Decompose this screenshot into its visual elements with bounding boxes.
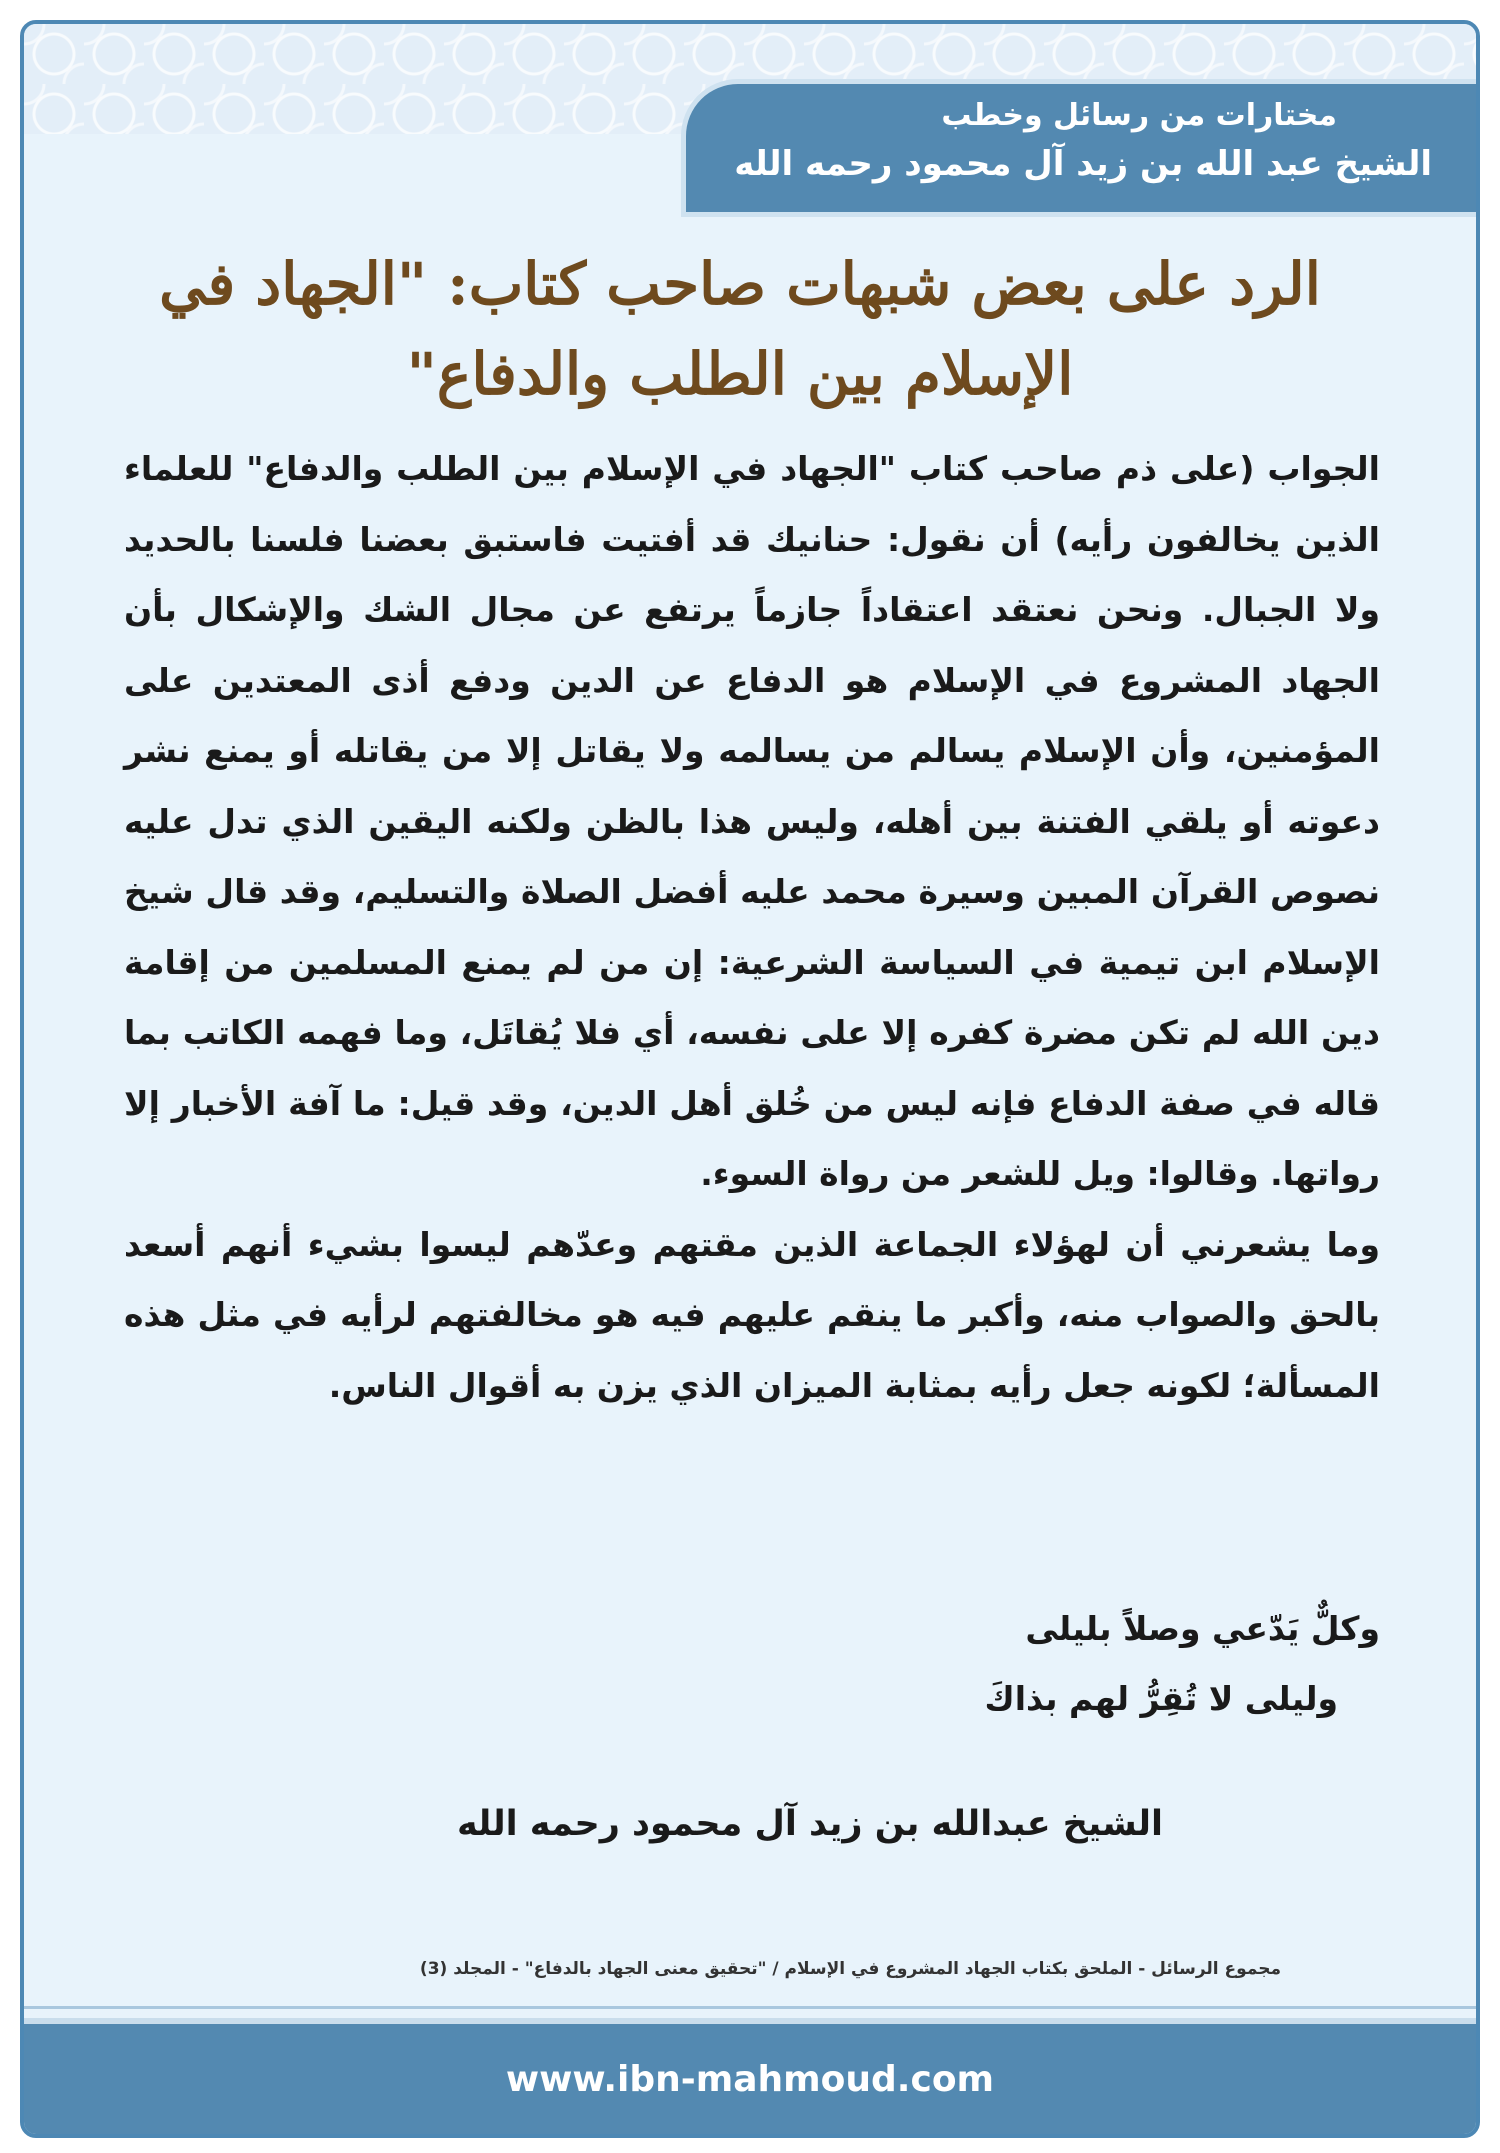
article-paragraph: الجواب (على ذم صاحب كتاب "الجهاد في الإسلام بين الطلب والدفاع" للعلماء الذين يخالفون رأيه) أن نقول: حنانيك قد أفتيت فاستبق بعضنا فلسنا بالحديد ولا الجبال. ونحن نعتقد اعتقاداً جازماً يرتفع عن مجال الشك والإشكال بأن الجهاد المشروع في الإسلام هو الدفاع عن الدين ودفع أذى المعتدين على المؤمنين، وأن الإسلام يسالم من يسالمه ولا يقاتل إلا من يقاتله أو يمنع نشر دعوته أو يلقي الفتنة بين أهله، وليس هذا بالظن ولكنه اليقين الذي تدل عليه نصوص القرآن المبين وسيرة محمد عليه أفضل الصلاة والتسليم، وقد قال شيخ الإسلام ابن تيمية في السياسة الشرعية: إن من لم يمنع المسلمين من إقامة دين الله لم تكن مضرة كفره إلا على نفسه، أي فلا يُقاتَل، وما فهمه الكاتب بما قاله في صفة الدفاع فإنه ليس من خُلق أهل الدين، وقد قيل: ما آفة الأخبار إلا رواتها. وقالوا: ويل للشعر من رواة السوء. [124, 449, 1380, 1193]
header-series-title: مختارات من رسائل وخطب [941, 98, 1337, 133]
poem-line: وكلٌّ يَدّعي وصلاً بليلى [1025, 1609, 1380, 1648]
poem-verse [985, 1594, 1381, 1734]
article-paragraph: وما يشعرني أن لهؤلاء الجماعة الذين مقتهم وعدّهم ليسوا بشيء أنهم أسعد بالحق والصواب منه، وأكبر ما ينقم عليهم فيه هو مخالفتهم لرأيه في مثل هذه المسألة؛ لكونه جعل رأيه بمثابة الميزان الذي يزن به أقوال الناس. [124, 1224, 1380, 1405]
author-signature: الشيخ عبدالله بن زيد آل محمود رحمه الله [456, 1804, 1164, 1844]
footer-divider [24, 2006, 1476, 2009]
article-body [124, 434, 1380, 1421]
source-reference: مجموع الرسائل - الملحق بكتاب الجهاد المشروع في الإسلام / "تحقيق معنى الجهاد بالدفاع" - المجلد (3) [419, 1959, 1281, 1979]
footer-bar [24, 2018, 1476, 2134]
article-title: الرد على بعض شبهات صاحب كتاب: "الجهاد في الإسلام بين الطلب والدفاع" [159, 250, 1321, 408]
website-link[interactable]: www.ibn-mahmoud.com [505, 2058, 995, 2100]
header-author-name: الشيخ عبد الله بن زيد آل محمود رحمه الله [734, 144, 1432, 184]
poem-line: وليلى لا تُقِرُّ لهم بذاكَ [984, 1679, 1338, 1718]
page-frame [20, 20, 1480, 2138]
header-banner [686, 84, 1476, 212]
